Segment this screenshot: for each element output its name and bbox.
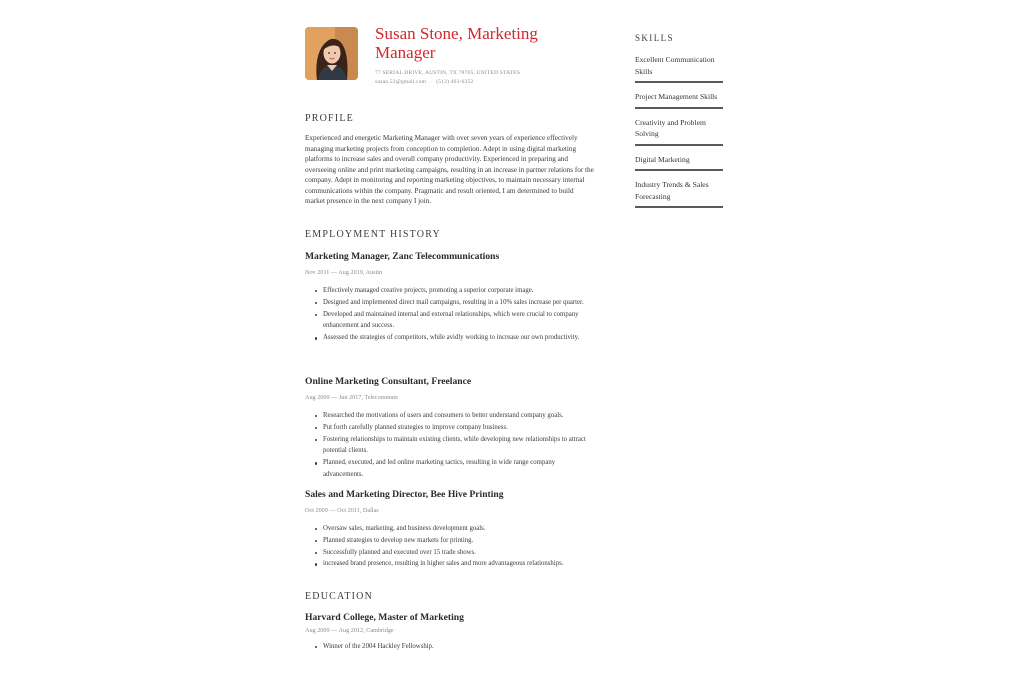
education-entry xyxy=(305,612,595,653)
profile-summary: Experienced and energetic Marketing Manager with over seven years of experience effectively managing marketing projects from conception to completion. Adept in using digital marketing platforms to increase sales and overall company productivity. Experienced in preparing and overseeing online and print marketing campaigns, resulting in an increase in partner relations for the company. Adept in monitoring and reporting marketing objectives, to maintain necessary internal communications within the company. Pragmatic and result oriented, I am determined to build market presence in the next company I join. xyxy=(305,134,594,205)
list-item: Winner of the 2004 Hackley Fellowship. xyxy=(315,641,595,653)
email[interactable]: susan.52@gmail.com xyxy=(375,79,427,85)
list-item: increased brand presence, resulting in higher sales and more advantageous relationships. xyxy=(315,558,595,570)
education-bullets xyxy=(305,641,595,653)
list-item: Put forth carefully planned strategies to improve company business. xyxy=(315,422,595,434)
skill-item xyxy=(635,152,723,172)
skill-item xyxy=(635,89,723,109)
list-item: Designed and implemented direct mail campaigns, resulting in a 10% sales increase per quarter. xyxy=(315,297,595,309)
job-title: Sales and Marketing Director, Bee Hive Printing xyxy=(305,489,504,500)
skill-item xyxy=(635,52,723,83)
job-entry xyxy=(305,489,595,570)
list-item: Fostering relationships to maintain existing clients, while developing new relationships to attract potential clients. xyxy=(315,434,595,458)
employment-heading: EMPLOYMENT HISTORY xyxy=(305,229,441,240)
email-phone-line xyxy=(375,78,575,87)
skill-item xyxy=(635,115,723,146)
job-bullets xyxy=(305,523,595,570)
phone: (512) 463-6352 xyxy=(436,79,474,85)
list-item: Assessed the strategies of competitors, while avidly working to increase our own productivity. xyxy=(315,332,595,344)
portrait-image xyxy=(305,27,358,80)
contact-info xyxy=(375,69,575,87)
candidate-name: Susan Stone, Marketing Manager xyxy=(375,24,538,62)
skills-heading: SKILLS xyxy=(635,33,674,43)
education-dates-location: Aug 2009 — Aug 2012, Cambridge xyxy=(305,627,394,634)
profile-heading: PROFILE xyxy=(305,113,354,124)
job-bullets xyxy=(305,285,595,344)
skill-label: Digital Marketing xyxy=(635,154,690,164)
skill-label: Creativity and Problem Solving xyxy=(635,117,706,138)
skill-item xyxy=(635,177,723,208)
education-heading: EDUCATION xyxy=(305,591,374,602)
list-item: Effectively managed creative projects, promoting a superior corporate image. xyxy=(315,285,595,297)
skill-label: Excellent Communication Skills xyxy=(635,55,715,76)
job-title: Online Marketing Consultant, Freelance xyxy=(305,376,472,387)
job-title: Marketing Manager, Zanc Telecommunications xyxy=(305,251,500,262)
profile-photo xyxy=(305,27,358,80)
address: 77 SERIAL DRIVE, AUSTIN, TX 78705, UNITED STATES xyxy=(375,70,521,76)
job-bullets xyxy=(305,410,595,481)
separator-dot: · xyxy=(430,79,433,85)
job-dates-location: Oct 2009 — Oct 2011, Dallas xyxy=(305,507,379,514)
job-dates-location: Nov 2011 — Aug 2019, Austin xyxy=(305,269,383,276)
skills-list xyxy=(635,52,723,214)
list-item: Planned strategies to develop new markets for printing. xyxy=(315,535,595,547)
list-item: Developed and maintained internal and external relationships, which were crucial to company enhancement and success. xyxy=(315,309,595,333)
list-item: Oversaw sales, marketing, and business development goals. xyxy=(315,523,595,535)
skill-label: Industry Trends & Sales Forecasting xyxy=(635,180,709,201)
list-item: Planned, executed, and led online marketing tactics, resulting in wide range company advancements. xyxy=(315,457,595,481)
job-dates-location: Aug 2009 — Jun 2017, Telecommute xyxy=(305,394,398,401)
skill-label: Project Management Skills xyxy=(635,92,718,101)
list-item: Researched the motivations of users and consumers to better understand company goals. xyxy=(315,410,595,422)
list-item: Successfully planned and executed over 15 trade shows. xyxy=(315,547,595,559)
job-entry xyxy=(305,376,595,481)
job-entry xyxy=(305,251,595,344)
degree-title: Harvard College, Master of Marketing xyxy=(305,612,464,623)
